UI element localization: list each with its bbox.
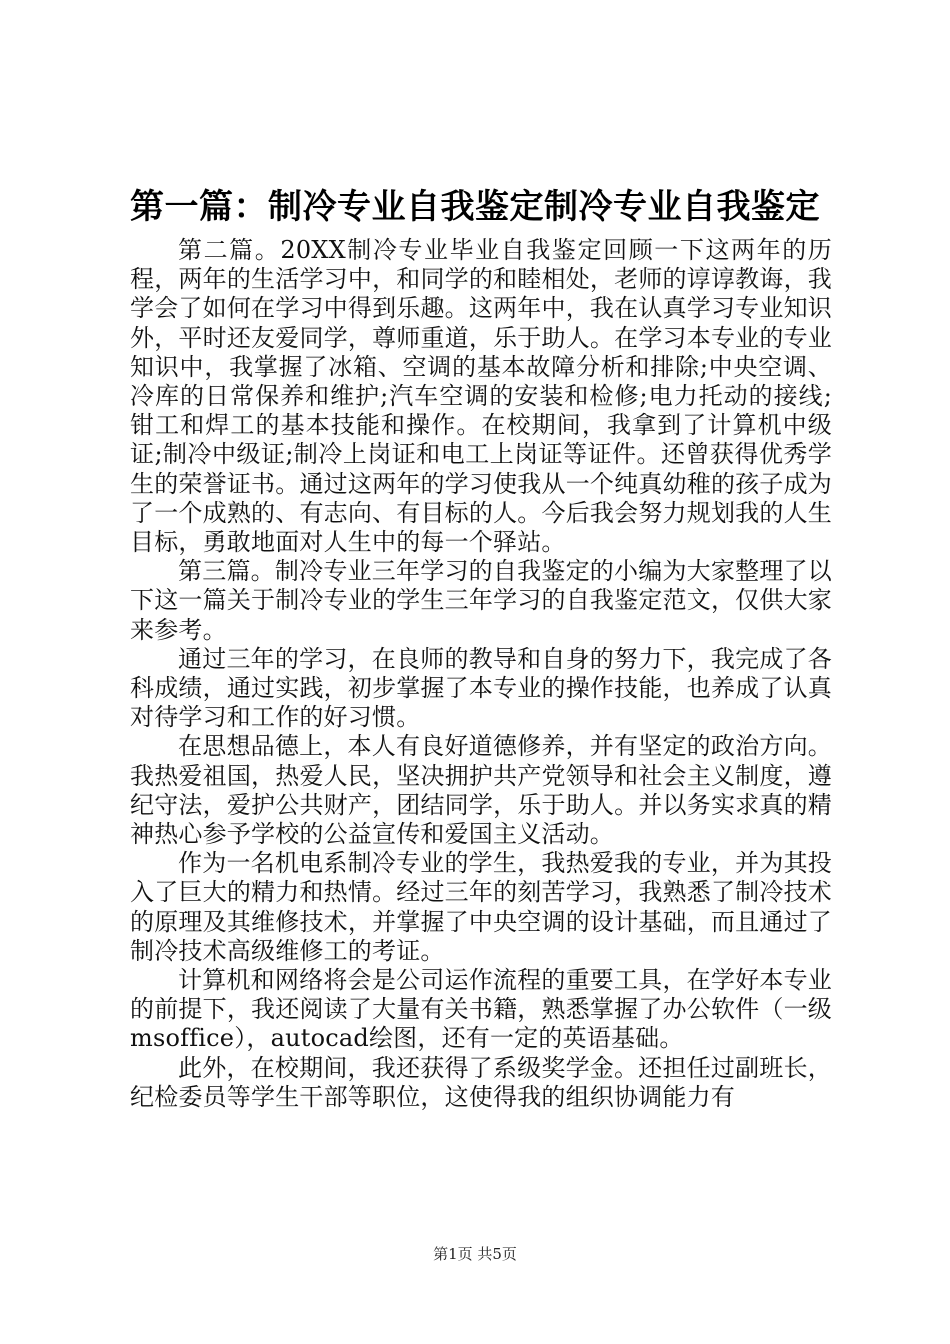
document-body — [130, 236, 832, 1112]
page-number-footer: 第1页 共5页 — [433, 1245, 517, 1263]
paragraph-5: 作为一名机电系制冷专业的学生，我热爱我的专业，并为其投入了巨大的精力和热情。经过三年的刻苦学习，我熟悉了制冷技术的原理及其维修技术，并掌握了中央空调的设计基础，而且通过了制冷技术高级维修工的考证。 — [130, 849, 832, 965]
paragraph-3: 通过三年的学习，在良师的教导和自身的努力下，我完成了各科成绩，通过实践，初步掌握了本专业的操作技能，也养成了认真对待学习和工作的好习惯。 — [130, 644, 832, 732]
paragraph-6: 计算机和网络将会是公司运作流程的重要工具，在学好本专业的前提下，我还阅读了大量有关书籍，熟悉掌握了办公软件（一级msoffice），autocad绘图，还有一定的英语基础。 — [130, 966, 832, 1053]
paragraph-4: 在思想品德上，本人有良好道德修养，并有坚定的政治方向。我热爱祖国，热爱人民，坚决拥护共产党领导和社会主义制度，遵纪守法，爱护公共财产，团结同学，乐于助人。并以务实求真的精神热心参予学校的公益宣传和爱国主义活动。 — [130, 732, 832, 849]
document-title: 第一篇：制冷专业自我鉴定制冷专业自我鉴定 — [130, 187, 820, 227]
paragraph-1: 第二篇。20XX制冷专业毕业自我鉴定回顾一下这两年的历程，两年的生活学习中，和同学的和睦相处，老师的谆谆教诲，我学会了如何在学习中得到乐趣。这两年中，我在认真学习专业知识外，平时还友爱同学，尊师重道，乐于助人。在学习本专业的专业知识中，我掌握了冰箱、空调的基本故障分析和排除;中央空调、冷库的日常保养和维护;汽车空调的安装和检修;电力托动的接线;钳工和焊工的基本技能和操作。在校期间，我拿到了计算机中级证;制冷中级证;制冷上岗证和电工上岗证等证件。还曾获得优秀学生的荣誉证书。通过这两年的学习使我从一个纯真幼稚的孩子成为了一个成熟的、有志向、有目标的人。今后我会努力规划我的人生目标，勇敢地面对人生中的每一个驿站。 — [130, 236, 832, 557]
paragraph-7: 此外，在校期间，我还获得了系级奖学金。还担任过副班长，纪检委员等学生干部等职位，这使得我的组织协调能力有 — [130, 1053, 832, 1111]
paragraph-2: 第三篇。制冷专业三年学习的自我鉴定的小编为大家整理了以下这一篇关于制冷专业的学生三年学习的自我鉴定范文，仅供大家来参考。 — [130, 557, 832, 644]
